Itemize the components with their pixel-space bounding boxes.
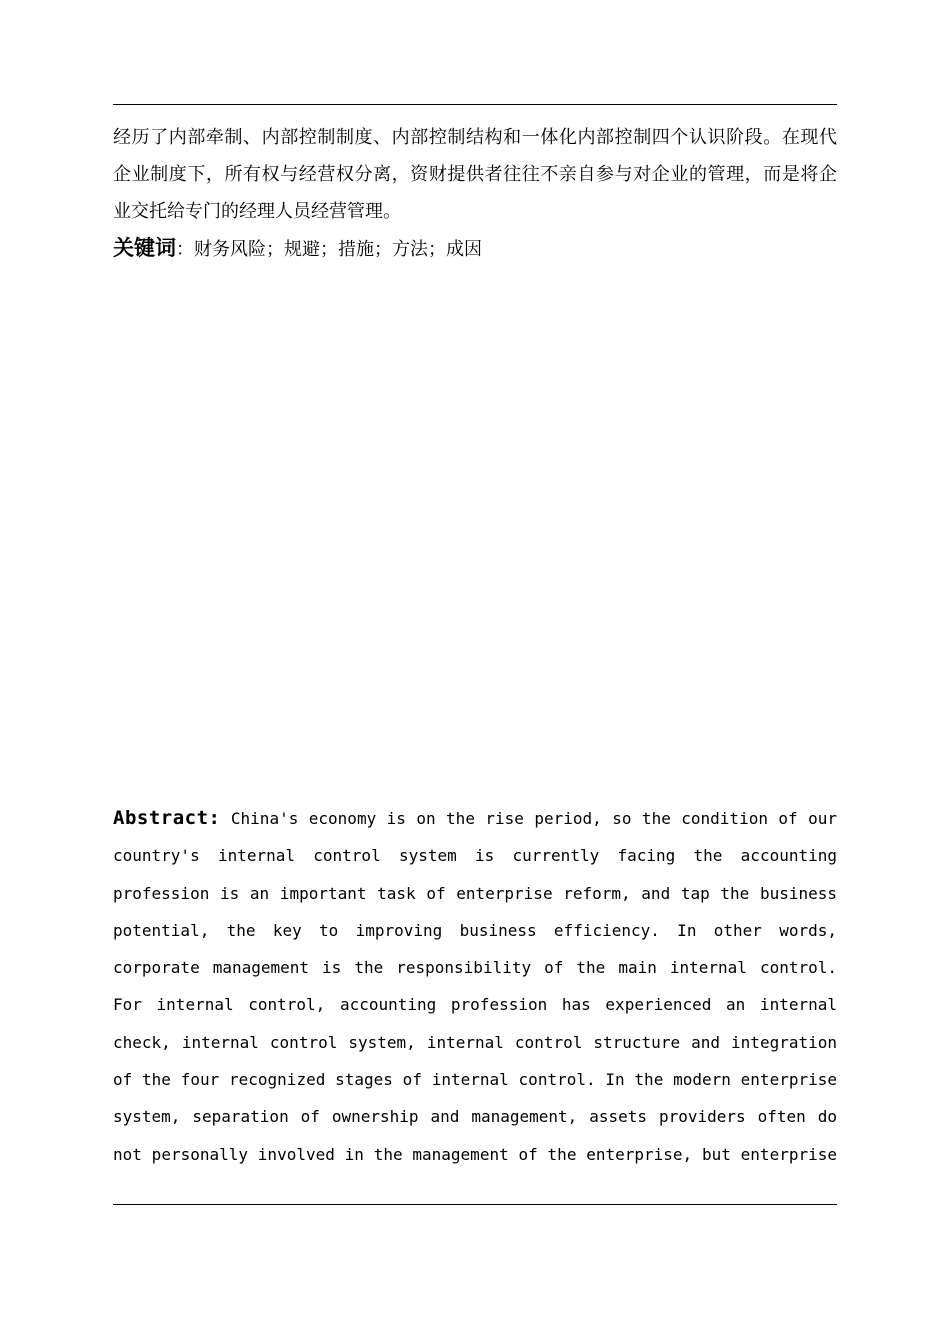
keywords-line	[113, 228, 482, 271]
english-abstract-first-line	[113, 800, 837, 837]
english-abstract-line: country's internal control system is currently facing the accounting	[113, 846, 837, 866]
english-abstract-line: corporate management is the responsibility of the main internal control.	[113, 958, 837, 978]
english-abstract-line: profession is an important task of enterprise reform, and tap the business	[113, 883, 837, 903]
english-abstract-line: not personally involved in the management of the enterprise, but enterprise	[113, 1144, 837, 1164]
english-abstract-line: check, internal control system, internal control structure and integration	[113, 1032, 837, 1052]
keywords-colon: ：	[176, 239, 194, 260]
english-abstract-line: of the four recognized stages of internal control. In the modern enterprise	[113, 1070, 837, 1090]
top-rule	[113, 104, 837, 105]
chinese-abstract	[113, 119, 837, 230]
english-abstract-line: China's economy is on the rise period, so the condition of our	[230, 809, 838, 828]
english-abstract-line: system, separation of ownership and management, assets providers often do	[113, 1107, 837, 1127]
abstract-label: Abstract:	[113, 807, 221, 829]
bottom-rule	[113, 1204, 837, 1205]
english-abstract	[113, 800, 837, 1173]
chinese-abstract-line: 企业制度下，所有权与经营权分离，资财提供者往往不亲自参与对企业的管理，而是将企	[113, 164, 837, 185]
keywords-label: 关键词	[113, 236, 176, 260]
keywords-list: 财务风险；规避；措施；方法；成因	[194, 239, 482, 260]
chinese-abstract-line: 经历了内部牵制、内部控制制度、内部控制结构和一体化内部控制四个认识阶段。在现代	[113, 127, 837, 148]
english-abstract-line: potential, the key to improving business efficiency. In other words,	[113, 920, 837, 940]
english-abstract-line: For internal control, accounting profession has experienced an internal	[113, 995, 837, 1015]
chinese-abstract-line: 业交托给专门的经理人员经营管理。	[113, 201, 401, 222]
